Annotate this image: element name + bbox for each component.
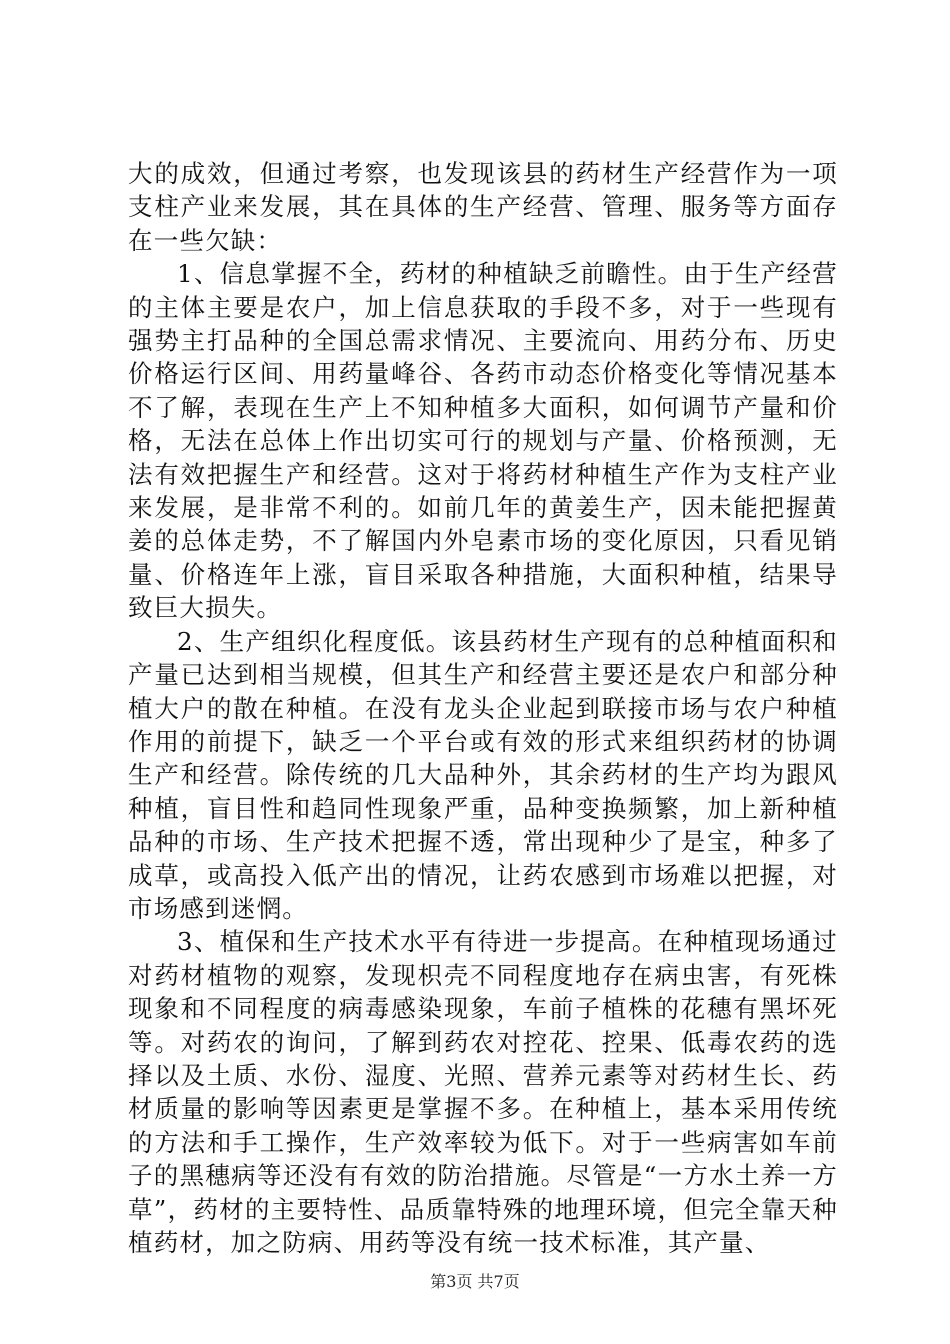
document-body xyxy=(128,157,838,1259)
paragraph-item-2: 2、生产组织化程度低。该县药材生产现有的总种植面积和产量已达到相当规模，但其生产和经营主要还是农户和部分种植大户的散在种植。在没有龙头企业起到联接市场与农户种植作用的前提下，缺乏一个平台或有效的形式来组织药材的协调生产和经营。除传统的几大品种外，其余药材的生产均为跟风种植，盲目性和趋同性现象严重，品种变换频繁，加上新种植品种的市场、生产技术把握不透，常出现种少了是宝，种多了成草，或高投入低产出的情况，让药农感到市场难以把握，对市场感到迷惘。 xyxy=(128,626,838,923)
paragraph-item-3: 3、植保和生产技术水平有待进一步提高。在种植现场通过对药材植物的观察，发现枳壳不同程度地存在病虫害，有死株现象和不同程度的病毒感染现象，车前子植株的花穗有黑坏死等。对药农的询问，了解到药农对控花、控果、低毒农药的选择以及土质、水份、湿度、光照、营养元素等对药材生长、药材质量的影响等因素更是掌握不多。在种植上，基本采用传统的方法和手工操作，生产效率较为低下。对于一些病害如车前子的黑穗病等还没有有效的防治措施。尽管是“一方水土养一方草”，药材的主要特性、品质靠特殊的地理环境，但完全靠天种植药材，加之防病、用药等没有统一技术标准，其产量、 xyxy=(128,927,838,1257)
paragraph-item-1: 1、信息掌握不全，药材的种植缺乏前瞻性。由于生产经营的主体主要是农户，加上信息获取的手段不多，对于一些现有强势主打品种的全国总需求情况、主要流向、用药分布、历史价格运行区间、用药量峰谷、各药市动态价格变化等情况基本不了解，表现在生产上不知种植多大面积，如何调节产量和价格，无法在总体上作出切实可行的规划与产量、价格预测，无法有效把握生产和经营。这对于将药材种植生产作为支柱产业来发展，是非常不利的。如前几年的黄姜生产，因未能把握黄姜的总体走势，不了解国内外皂素市场的变化原因，只看见销量、价格连年上涨，盲目采取各种措施，大面积种植，结果导致巨大损失。 xyxy=(128,259,838,623)
paragraph-continuation: 大的成效，但通过考察，也发现该县的药材生产经营作为一项支柱产业来发展，其在具体的生产经营、管理、服务等方面存在一些欠缺： xyxy=(128,159,838,255)
page-number-footer: 第3页 共7页 xyxy=(430,1272,520,1291)
